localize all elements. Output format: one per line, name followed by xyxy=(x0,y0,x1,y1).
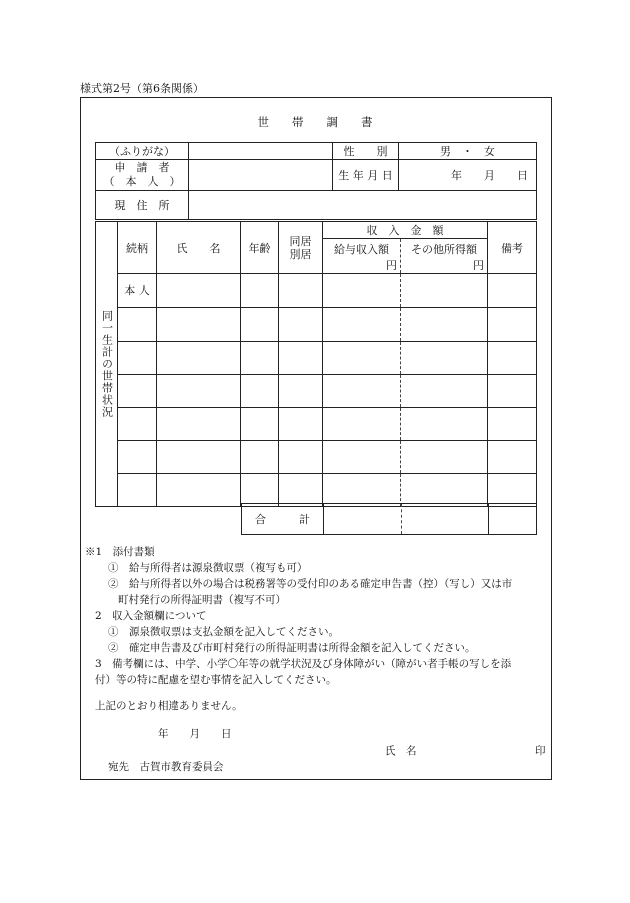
total-salary[interactable] xyxy=(324,504,402,535)
note-1-2b: 町村発行の所得証明書（複写不可） xyxy=(118,594,286,606)
row-age[interactable] xyxy=(241,342,279,375)
row-remarks[interactable] xyxy=(488,375,537,408)
note-2-1: ① 源泉徴収票は支払金額を記入してください。 xyxy=(108,626,339,638)
address-field[interactable] xyxy=(189,191,537,220)
yen-unit-salary: 円 xyxy=(386,259,397,272)
row-name[interactable] xyxy=(157,274,241,308)
row-other[interactable] xyxy=(401,274,488,308)
row-other[interactable] xyxy=(401,342,488,375)
row-salary[interactable] xyxy=(323,408,401,441)
birth-date-field[interactable]: 年 月 日 xyxy=(399,160,537,191)
total-remarks[interactable] xyxy=(489,504,537,535)
row-remarks[interactable] xyxy=(488,274,537,308)
col-other: その他所得額 xyxy=(411,243,477,256)
note-3b: 付）等の特に配慮を望む事情を記入してください。 xyxy=(95,674,337,686)
address-label: 現 住 所 xyxy=(96,191,189,220)
table-row xyxy=(96,375,537,408)
note-2-2: ② 確定申告書及び市町村発行の所得証明書は所得金額を記入してください。 xyxy=(108,642,476,654)
yen-unit-other: 円 xyxy=(473,259,484,272)
row-salary[interactable] xyxy=(323,375,401,408)
note-1-1: ① 給与所得者は源泉徴収票（複写も可） xyxy=(108,562,308,574)
applicant-table xyxy=(95,142,537,220)
date-field[interactable]: 年 月 日 xyxy=(158,728,232,740)
row-age[interactable] xyxy=(241,441,279,474)
total-other[interactable] xyxy=(402,504,489,535)
row-relation[interactable] xyxy=(118,441,157,474)
row-name[interactable] xyxy=(157,342,241,375)
addressee-text: 宛先 古賀市教育委員会 xyxy=(108,761,224,773)
page-title: 世 帯 調 書 xyxy=(257,115,373,129)
row-remarks[interactable] xyxy=(488,342,537,375)
col-other-cell xyxy=(401,239,488,274)
col-income: 収 入 金 額 xyxy=(323,222,488,239)
note-1-2a: ② 給与所得者以外の場合は税務署等の受付印のある確定申告書（控）（写し）又は市 xyxy=(108,578,513,590)
row-relation[interactable] xyxy=(118,308,157,342)
row-cohabit[interactable] xyxy=(279,474,323,507)
confirmation-text: 上記のとおり相違ありません。 xyxy=(95,700,243,712)
col-age: 年齢 xyxy=(241,222,279,274)
note-1-title: ※1 添付書類 xyxy=(85,546,155,558)
row-cohabit[interactable] xyxy=(279,342,323,375)
table-row xyxy=(96,441,537,474)
col-relation: 続柄 xyxy=(118,222,157,274)
row-salary[interactable] xyxy=(323,441,401,474)
row-remarks[interactable] xyxy=(488,408,537,441)
row-other[interactable] xyxy=(401,375,488,408)
row-name[interactable] xyxy=(157,474,241,507)
note-2-title: 2 収入金額欄について xyxy=(95,610,207,622)
row-age[interactable] xyxy=(241,274,279,308)
row-relation[interactable] xyxy=(118,342,157,375)
row-cohabit[interactable] xyxy=(279,308,323,342)
birth-label: 生 年 月 日 xyxy=(333,160,399,191)
row-cohabit[interactable] xyxy=(279,408,323,441)
row-cohabit[interactable] xyxy=(279,441,323,474)
row-other[interactable] xyxy=(401,474,488,507)
self-label: （ 本 人 ） xyxy=(103,175,181,188)
col-remarks: 備考 xyxy=(488,222,537,274)
row-remarks[interactable] xyxy=(488,308,537,342)
row-name[interactable] xyxy=(157,375,241,408)
row-name[interactable] xyxy=(157,408,241,441)
row-relation-self: 本 人 xyxy=(118,274,157,308)
table-row xyxy=(96,342,537,375)
row-salary[interactable] xyxy=(323,474,401,507)
note-3a: 3 備考欄には、中学、小学〇年等の就学状況及び身体障がい（障がい者手帳の写しを添 xyxy=(95,658,512,670)
row-name[interactable] xyxy=(157,441,241,474)
col-salary-cell xyxy=(323,239,401,274)
gender-label: 性 別 xyxy=(333,143,399,160)
table-row xyxy=(96,308,537,342)
total-table xyxy=(241,503,537,535)
row-remarks[interactable] xyxy=(488,441,537,474)
total-label: 合 計 xyxy=(242,504,324,535)
row-relation[interactable] xyxy=(118,375,157,408)
row-age[interactable] xyxy=(241,408,279,441)
table-row xyxy=(96,474,537,507)
table-row xyxy=(96,274,537,308)
household-side-label-cell xyxy=(96,222,118,507)
furigana-label: （ふりがな） xyxy=(96,143,189,160)
row-age[interactable] xyxy=(241,474,279,507)
col-salary: 給与収入額 xyxy=(334,243,389,256)
row-other[interactable] xyxy=(401,441,488,474)
name-label: 氏 名 xyxy=(385,745,417,757)
household-side-label: 同一生計の世帯状況 xyxy=(100,310,114,418)
row-salary[interactable] xyxy=(323,308,401,342)
col-cohabit xyxy=(279,222,323,274)
row-relation[interactable] xyxy=(118,474,157,507)
row-age[interactable] xyxy=(241,308,279,342)
table-row xyxy=(96,408,537,441)
row-name[interactable] xyxy=(157,308,241,342)
applicant-label: 申 請 者 xyxy=(114,161,170,174)
row-cohabit[interactable] xyxy=(279,274,323,308)
row-salary[interactable] xyxy=(323,342,401,375)
gender-options[interactable]: 男 ・ 女 xyxy=(399,143,537,160)
row-salary[interactable] xyxy=(323,274,401,308)
col-cohabit-text: 同居別居 xyxy=(289,234,312,261)
furigana-field[interactable] xyxy=(189,143,333,160)
row-relation[interactable] xyxy=(118,408,157,441)
row-other[interactable] xyxy=(401,408,488,441)
applicant-label-cell xyxy=(96,160,189,191)
form-number-label: 様式第2号（第6条関係） xyxy=(80,82,204,95)
seal-mark: 印 xyxy=(535,745,546,757)
row-cohabit[interactable] xyxy=(279,375,323,408)
applicant-name-field[interactable] xyxy=(189,160,333,191)
household-table xyxy=(95,221,537,507)
col-name: 氏 名 xyxy=(157,222,241,274)
row-remarks[interactable] xyxy=(488,474,537,507)
row-other[interactable] xyxy=(401,308,488,342)
row-age[interactable] xyxy=(241,375,279,408)
